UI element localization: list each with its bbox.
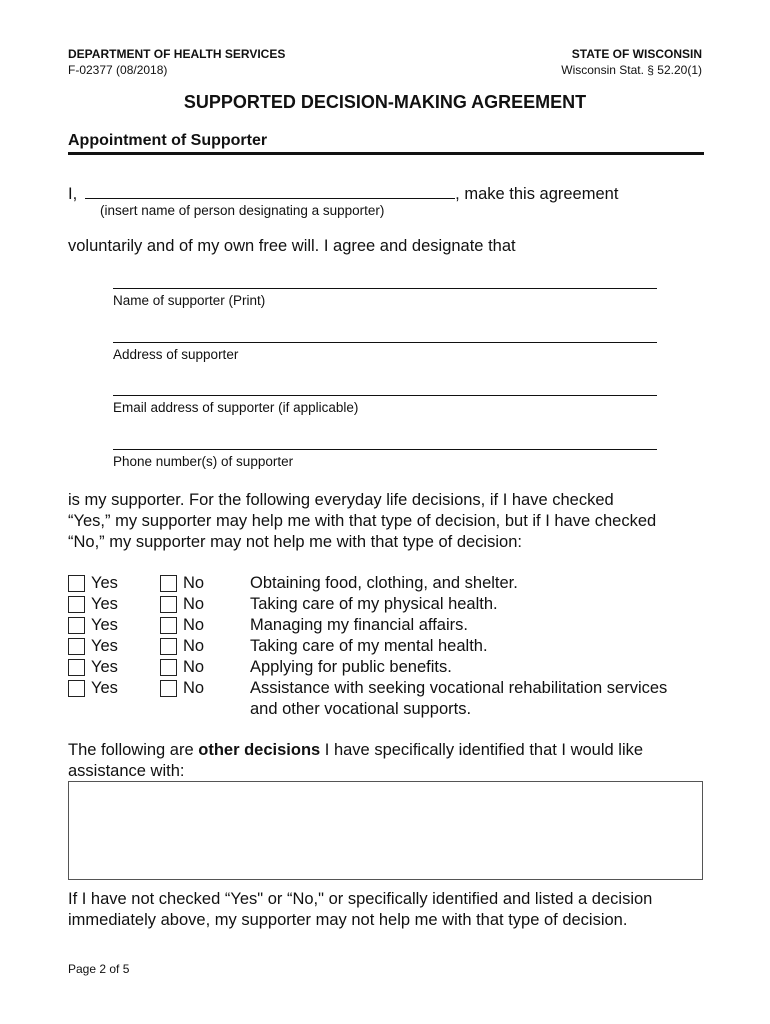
header-left	[68, 46, 285, 78]
supporter-phone-field[interactable]	[113, 449, 657, 450]
no-label: No	[183, 637, 205, 655]
other-decisions-after: I have specifically identified that I would like	[320, 741, 644, 759]
decision-description: Managing my financial affairs.	[250, 616, 468, 634]
other-decisions-textbox[interactable]	[68, 781, 703, 880]
decision-checklist	[68, 573, 708, 720]
yes-checkbox[interactable]	[68, 596, 85, 613]
supporter-name-caption: Name of supporter (Print)	[113, 293, 266, 308]
yes-label: Yes	[91, 679, 118, 697]
closing-line: immediately above, my supporter may not help me with that type of decision.	[68, 911, 628, 929]
decision-intro-line: is my supporter. For the following everyday life decisions, if I have checked	[68, 491, 614, 509]
no-checkbox[interactable]	[160, 659, 177, 676]
yes-label: Yes	[91, 658, 118, 676]
decision-description: Taking care of my mental health.	[250, 637, 488, 655]
other-decisions-prompt	[68, 740, 643, 782]
supporter-email-field[interactable]	[113, 395, 657, 396]
yes-checkbox[interactable]	[68, 617, 85, 634]
decision-row	[68, 636, 708, 657]
intro-continuation: voluntarily and of my own free will. I agree and designate that	[68, 237, 516, 255]
section-heading: Appointment of Supporter	[68, 132, 268, 149]
supporter-name-field[interactable]	[113, 288, 657, 289]
yes-label: Yes	[91, 637, 118, 655]
decision-row-continuation	[68, 699, 708, 720]
closing-line: If I have not checked “Yes" or “No," or specifically identified and listed a decision	[68, 890, 653, 908]
form-number: F-02377 (08/2018)	[68, 63, 168, 77]
decision-description: Obtaining food, clothing, and shelter.	[250, 574, 518, 592]
no-label: No	[183, 616, 205, 634]
decision-description: Assistance with seeking vocational rehabilitation services	[250, 679, 668, 697]
decision-row	[68, 678, 708, 699]
page-number: Page 2 of 5	[68, 962, 130, 976]
other-decisions-emphasis: other decisions	[198, 741, 321, 759]
decision-intro	[68, 490, 656, 553]
decision-row	[68, 573, 708, 594]
yes-label: Yes	[91, 595, 118, 613]
no-checkbox[interactable]	[160, 596, 177, 613]
no-label: No	[183, 595, 205, 613]
yes-checkbox[interactable]	[68, 638, 85, 655]
decision-row	[68, 594, 708, 615]
other-decisions-before: The following are	[68, 741, 199, 759]
closing-statement	[68, 889, 652, 931]
no-checkbox[interactable]	[160, 575, 177, 592]
other-decisions-value	[69, 782, 702, 794]
decision-description-continued: and other vocational supports.	[250, 700, 472, 718]
no-label: No	[183, 574, 205, 592]
department-name: DEPARTMENT OF HEALTH SERVICES	[68, 47, 286, 61]
yes-checkbox[interactable]	[68, 575, 85, 592]
no-checkbox[interactable]	[160, 617, 177, 634]
decision-intro-line: “Yes,” my supporter may help me with that type of decision, but if I have checked	[68, 512, 657, 530]
decision-row	[68, 615, 708, 636]
state-name: STATE OF WISCONSIN	[571, 47, 702, 61]
decision-row	[68, 657, 708, 678]
statute-reference: Wisconsin Stat. § 52.20(1)	[561, 63, 702, 77]
no-label: No	[183, 658, 205, 676]
decision-description: Applying for public benefits.	[250, 658, 452, 676]
supporter-email-caption: Email address of supporter (if applicable)	[113, 400, 359, 415]
yes-checkbox[interactable]	[68, 680, 85, 697]
yes-label: Yes	[91, 574, 118, 592]
no-checkbox[interactable]	[160, 680, 177, 697]
supporter-address-field[interactable]	[113, 342, 657, 343]
supporter-address-caption: Address of supporter	[113, 347, 239, 362]
decision-intro-line: “No,” my supporter may not help me with that type of decision:	[68, 533, 522, 551]
page-title: SUPPORTED DECISION-MAKING AGREEMENT	[183, 92, 587, 112]
designator-name-field[interactable]	[85, 182, 455, 199]
no-label: No	[183, 679, 205, 697]
other-decisions-line2: assistance with:	[68, 762, 185, 780]
decision-description: Taking care of my physical health.	[250, 595, 498, 613]
section-divider	[68, 152, 704, 155]
no-checkbox[interactable]	[160, 638, 177, 655]
intro-line	[68, 182, 618, 205]
supporter-phone-caption: Phone number(s) of supporter	[113, 454, 294, 469]
designator-name-caption: (insert name of person designating a supporter)	[100, 203, 385, 218]
intro-prefix: I,	[68, 185, 78, 203]
intro-suffix: , make this agreement	[455, 185, 619, 203]
header-right	[561, 46, 702, 78]
yes-checkbox[interactable]	[68, 659, 85, 676]
yes-label: Yes	[91, 616, 118, 634]
